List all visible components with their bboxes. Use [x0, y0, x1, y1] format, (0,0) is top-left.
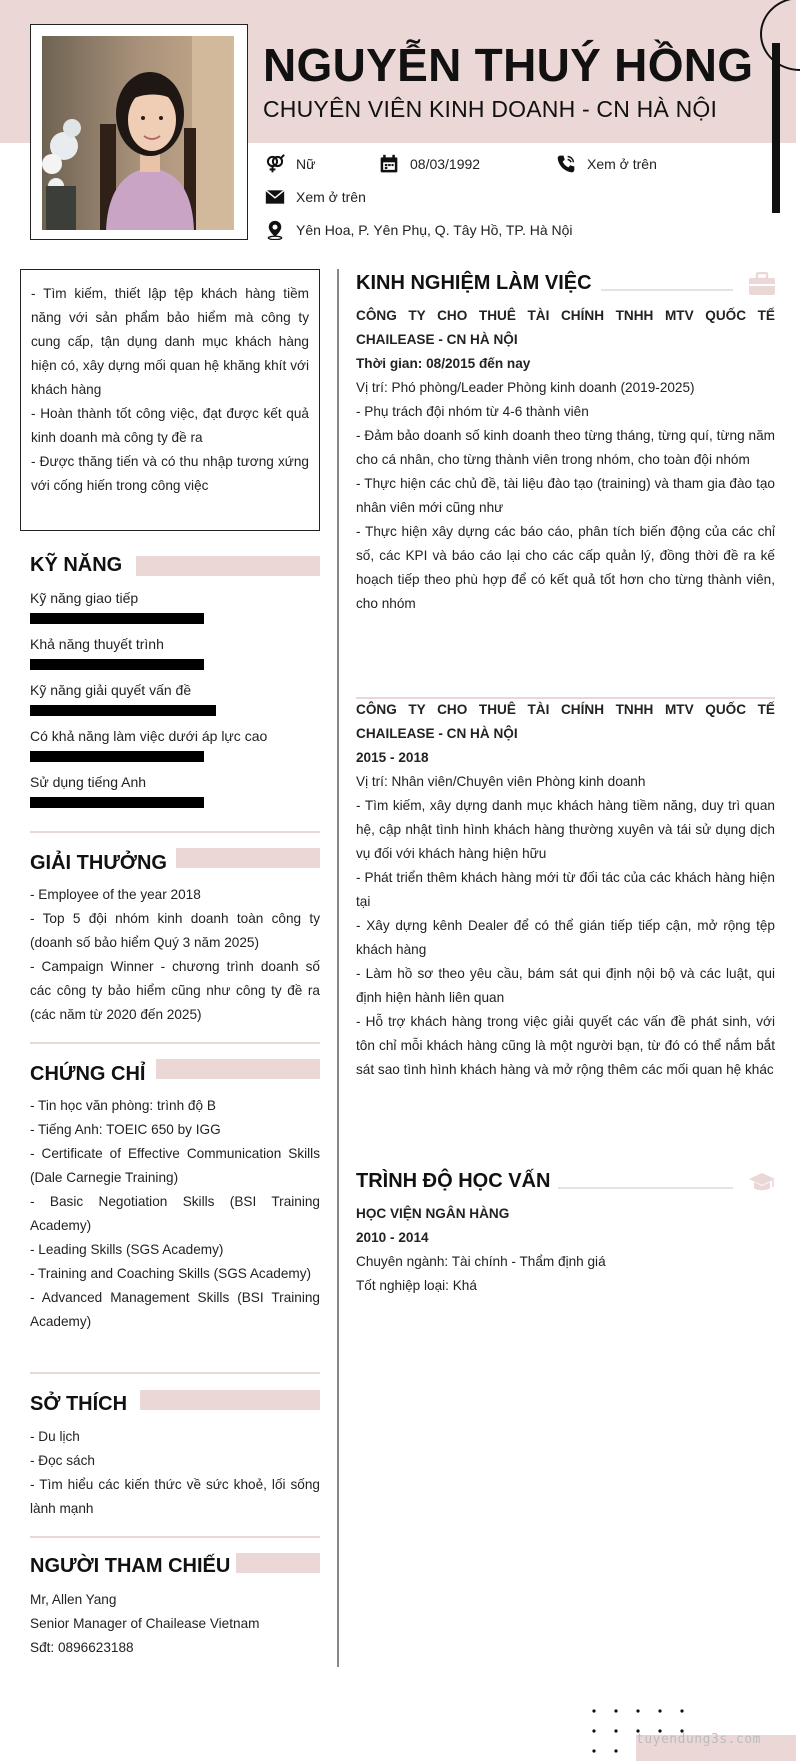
job-period: Thời gian: 08/2015 đến nay — [356, 356, 531, 371]
skills-title: KỸ NĂNG — [30, 554, 123, 576]
reference-item: Sđt: 0896623188 — [30, 1640, 134, 1655]
info-address — [265, 220, 573, 240]
skill-bar-fill — [30, 751, 204, 762]
awards-list — [30, 883, 320, 1027]
job-period: 2015 - 2018 — [356, 750, 429, 765]
job-duty: - Hỗ trợ khách hàng trong việc giải quyết các vấn đề phát sinh, với tôn chỉ mỗi khách hàng cũng là một người bạn, từ đó có thể nắm bắt sát sao tình hình khách hàng và mở rộng thêm các mối quan hệ khác — [356, 1014, 775, 1077]
portrait-photo — [42, 36, 234, 230]
job-duty: - Làm hồ sơ theo yêu cầu, bám sát qui định nội bộ và các luật, qui định hiện hành liên quan — [356, 966, 775, 1005]
job-1 — [356, 304, 775, 616]
briefcase-icon — [748, 272, 776, 296]
job-duty: - Thực hiện các chủ đề, tài liệu đào tạo (training) và tham gia đào tạo nhân viên mới cũng như — [356, 476, 775, 515]
hobby-item: - Đọc sách — [30, 1453, 95, 1468]
job-duty: - Thực hiện xây dựng các báo cáo, phân tích biến động của các chỉ số, các KPI và báo cáo lại cho các cấp quản lý, đồng thời đề ra kế hoạch tiếp theo phù hợp để có kết quả tốt hơn cho từng thành viên, cho nhóm — [356, 524, 775, 611]
location-pin-icon — [265, 220, 285, 240]
references-title: NGƯỜI THAM CHIẾU — [30, 1555, 231, 1577]
education-major: Chuyên ngành: Tài chính - Thẩm định giá — [356, 1254, 606, 1269]
reference-item: Mr, Allen Yang — [30, 1592, 117, 1607]
job-duty: - Phát triển thêm khách hàng mới từ đối tác của các khách hàng hiện tại — [356, 870, 775, 909]
objective-item: - Tìm kiếm, thiết lập tệp khách hàng tiềm năng với sản phẩm bảo hiểm mà công ty cung cấp, tận dụng danh mục khách hàng hiện có, xây dựng mối quan hệ khăng khít với khách hàng — [31, 286, 309, 397]
candidate-name: NGUYỄN THUÝ HỒNG — [263, 39, 754, 91]
column-divider — [337, 269, 339, 1667]
objective-item: - Được thăng tiến và có thu nhập tương xứng với cống hiến trong công việc — [31, 454, 309, 493]
phone-value: Xem ở trên — [587, 156, 657, 172]
skill-label: Kỹ năng giao tiếp — [30, 590, 139, 606]
award-item: - Top 5 đội nhóm kinh doanh toàn công ty (doanh số bảo hiểm Quý 3 năm 2025) — [30, 911, 320, 950]
job-company: CÔNG TY CHO THUÊ TÀI CHÍNH TNHH MTV QUỐC TẾ CHAILEASE - CN HÀ NỘI — [356, 702, 775, 741]
skill-label: Kỹ năng giải quyết vấn đề — [30, 682, 192, 698]
skill-bar — [30, 659, 320, 670]
hobby-item: - Tìm hiểu các kiến thức về sức khoẻ, lối sống lành mạnh — [30, 1477, 320, 1516]
skill-bar — [30, 705, 320, 716]
skill-bar-fill — [30, 613, 204, 624]
email-value: Xem ở trên — [296, 189, 366, 205]
certificates-title: CHỨNG CHỈ — [30, 1063, 146, 1085]
job-duty: - Xây dựng kênh Dealer để có thể gián tiếp tiếp cận, mở rộng tệp khách hàng — [356, 918, 775, 957]
envelope-icon — [265, 187, 285, 207]
references-title-bar — [236, 1553, 320, 1573]
certificates-list — [30, 1094, 320, 1334]
watermark: tuyendung3s.com — [636, 1732, 761, 1747]
calendar-icon — [379, 154, 399, 174]
skill-bar-fill — [30, 705, 216, 716]
info-email — [265, 187, 366, 207]
certificate-item: - Tin học văn phòng: trình độ B — [30, 1098, 216, 1113]
education-title: TRÌNH ĐỘ HỌC VẤN — [356, 1170, 551, 1192]
education-period: 2010 - 2014 — [356, 1230, 429, 1245]
decorative-vertical-bar — [772, 43, 780, 213]
objective-item: - Hoàn thành tốt công việc, đạt được kết quả kinh doanh mà công ty đề ra — [31, 406, 309, 445]
references-list — [30, 1588, 320, 1660]
skill-bar — [30, 751, 320, 762]
certificate-item: - Certificate of Effective Communication Skills (Dale Carnegie Training) — [30, 1146, 320, 1185]
section-divider — [30, 831, 320, 833]
birthdate-value: 08/03/1992 — [410, 156, 481, 172]
skill-bar — [30, 797, 320, 808]
experience-title-line — [601, 289, 733, 291]
phone-icon — [556, 154, 576, 174]
job-company: CÔNG TY CHO THUÊ TÀI CHÍNH TNHH MTV QUỐC TẾ CHAILEASE - CN HÀ NỘI — [356, 308, 775, 347]
reference-item: Senior Manager of Chailease Vietnam — [30, 1616, 260, 1631]
section-divider — [30, 1042, 320, 1044]
certificate-item: - Training and Coaching Skills (SGS Academy) — [30, 1266, 312, 1281]
candidate-title: CHUYÊN VIÊN KINH DOANH - CN HÀ NỘI — [263, 96, 718, 122]
skill-bar-fill — [30, 797, 204, 808]
experience-title: KINH NGHIỆM LÀM VIỆC — [356, 272, 592, 294]
graduation-cap-icon — [748, 1171, 776, 1193]
job-duty: - Phụ trách đội nhóm từ 4-6 thành viên — [356, 404, 589, 419]
certificate-item: - Leading Skills (SGS Academy) — [30, 1242, 224, 1257]
job-2 — [356, 698, 775, 1082]
address-value: Yên Hoa, P. Yên Phụ, Q. Tây Hồ, TP. Hà Nội — [296, 222, 573, 238]
section-divider — [30, 1536, 320, 1538]
hobby-item: - Du lịch — [30, 1429, 80, 1444]
hobbies-title-bar — [140, 1390, 320, 1410]
skill-label: Khả năng thuyết trình — [30, 636, 164, 652]
awards-title-bar — [176, 848, 320, 868]
career-objective — [20, 269, 320, 531]
education-school: HỌC VIỆN NGÂN HÀNG — [356, 1206, 510, 1221]
info-gender — [265, 154, 315, 174]
info-phone — [556, 154, 657, 174]
skills-title-bar — [136, 556, 320, 576]
section-divider — [30, 1372, 320, 1374]
gender-icon — [265, 154, 285, 174]
education-title-line — [558, 1187, 733, 1189]
skill-label: Sử dụng tiếng Anh — [30, 774, 147, 790]
job-duty: - Đảm bảo doanh số kinh doanh theo từng tháng, từng quí, từng năm cho cá nhân, cho từng thành viên trong nhóm, cho toàn đội nhóm — [356, 428, 775, 467]
awards-title: GIẢI THƯỞNG — [30, 852, 167, 874]
job-position: Vị trí: Phó phòng/Leader Phòng kinh doanh (2019-2025) — [356, 380, 695, 395]
award-item: - Employee of the year 2018 — [30, 887, 201, 902]
job-duty: - Tìm kiếm, xây dựng danh mục khách hàng tiềm năng, duy trì quan hệ, cập nhật tình hình khách hàng thường xuyên và tái sử dụng dịch vụ đối với khách hàng hiện hữu — [356, 798, 775, 861]
gender-value: Nữ — [296, 156, 316, 172]
education-grade: Tốt nghiệp loại: Khá — [356, 1278, 477, 1293]
hobbies-list — [30, 1425, 320, 1521]
certificates-title-bar — [156, 1059, 320, 1079]
skill-label: Có khả năng làm việc dưới áp lực cao — [30, 728, 268, 744]
hobbies-title: SỞ THÍCH — [30, 1393, 128, 1415]
certificate-item: - Basic Negotiation Skills (BSI Training Academy) — [30, 1194, 320, 1233]
education-entry — [356, 1202, 775, 1298]
certificate-item: - Tiếng Anh: TOEIC 650 by IGG — [30, 1122, 221, 1137]
certificate-item: - Advanced Management Skills (BSI Training Academy) — [30, 1290, 320, 1329]
skill-bar-fill — [30, 659, 204, 670]
job-position: Vị trí: Nhân viên/Chuyên viên Phòng kinh doanh — [356, 774, 646, 789]
skill-bar — [30, 613, 320, 624]
avatar — [42, 36, 234, 230]
info-birthdate — [379, 154, 480, 174]
award-item: - Campaign Winner - chương trình doanh số các công ty bảo hiểm cũng như công ty đề ra (các năm từ 2020 đến 2025) — [30, 959, 320, 1022]
